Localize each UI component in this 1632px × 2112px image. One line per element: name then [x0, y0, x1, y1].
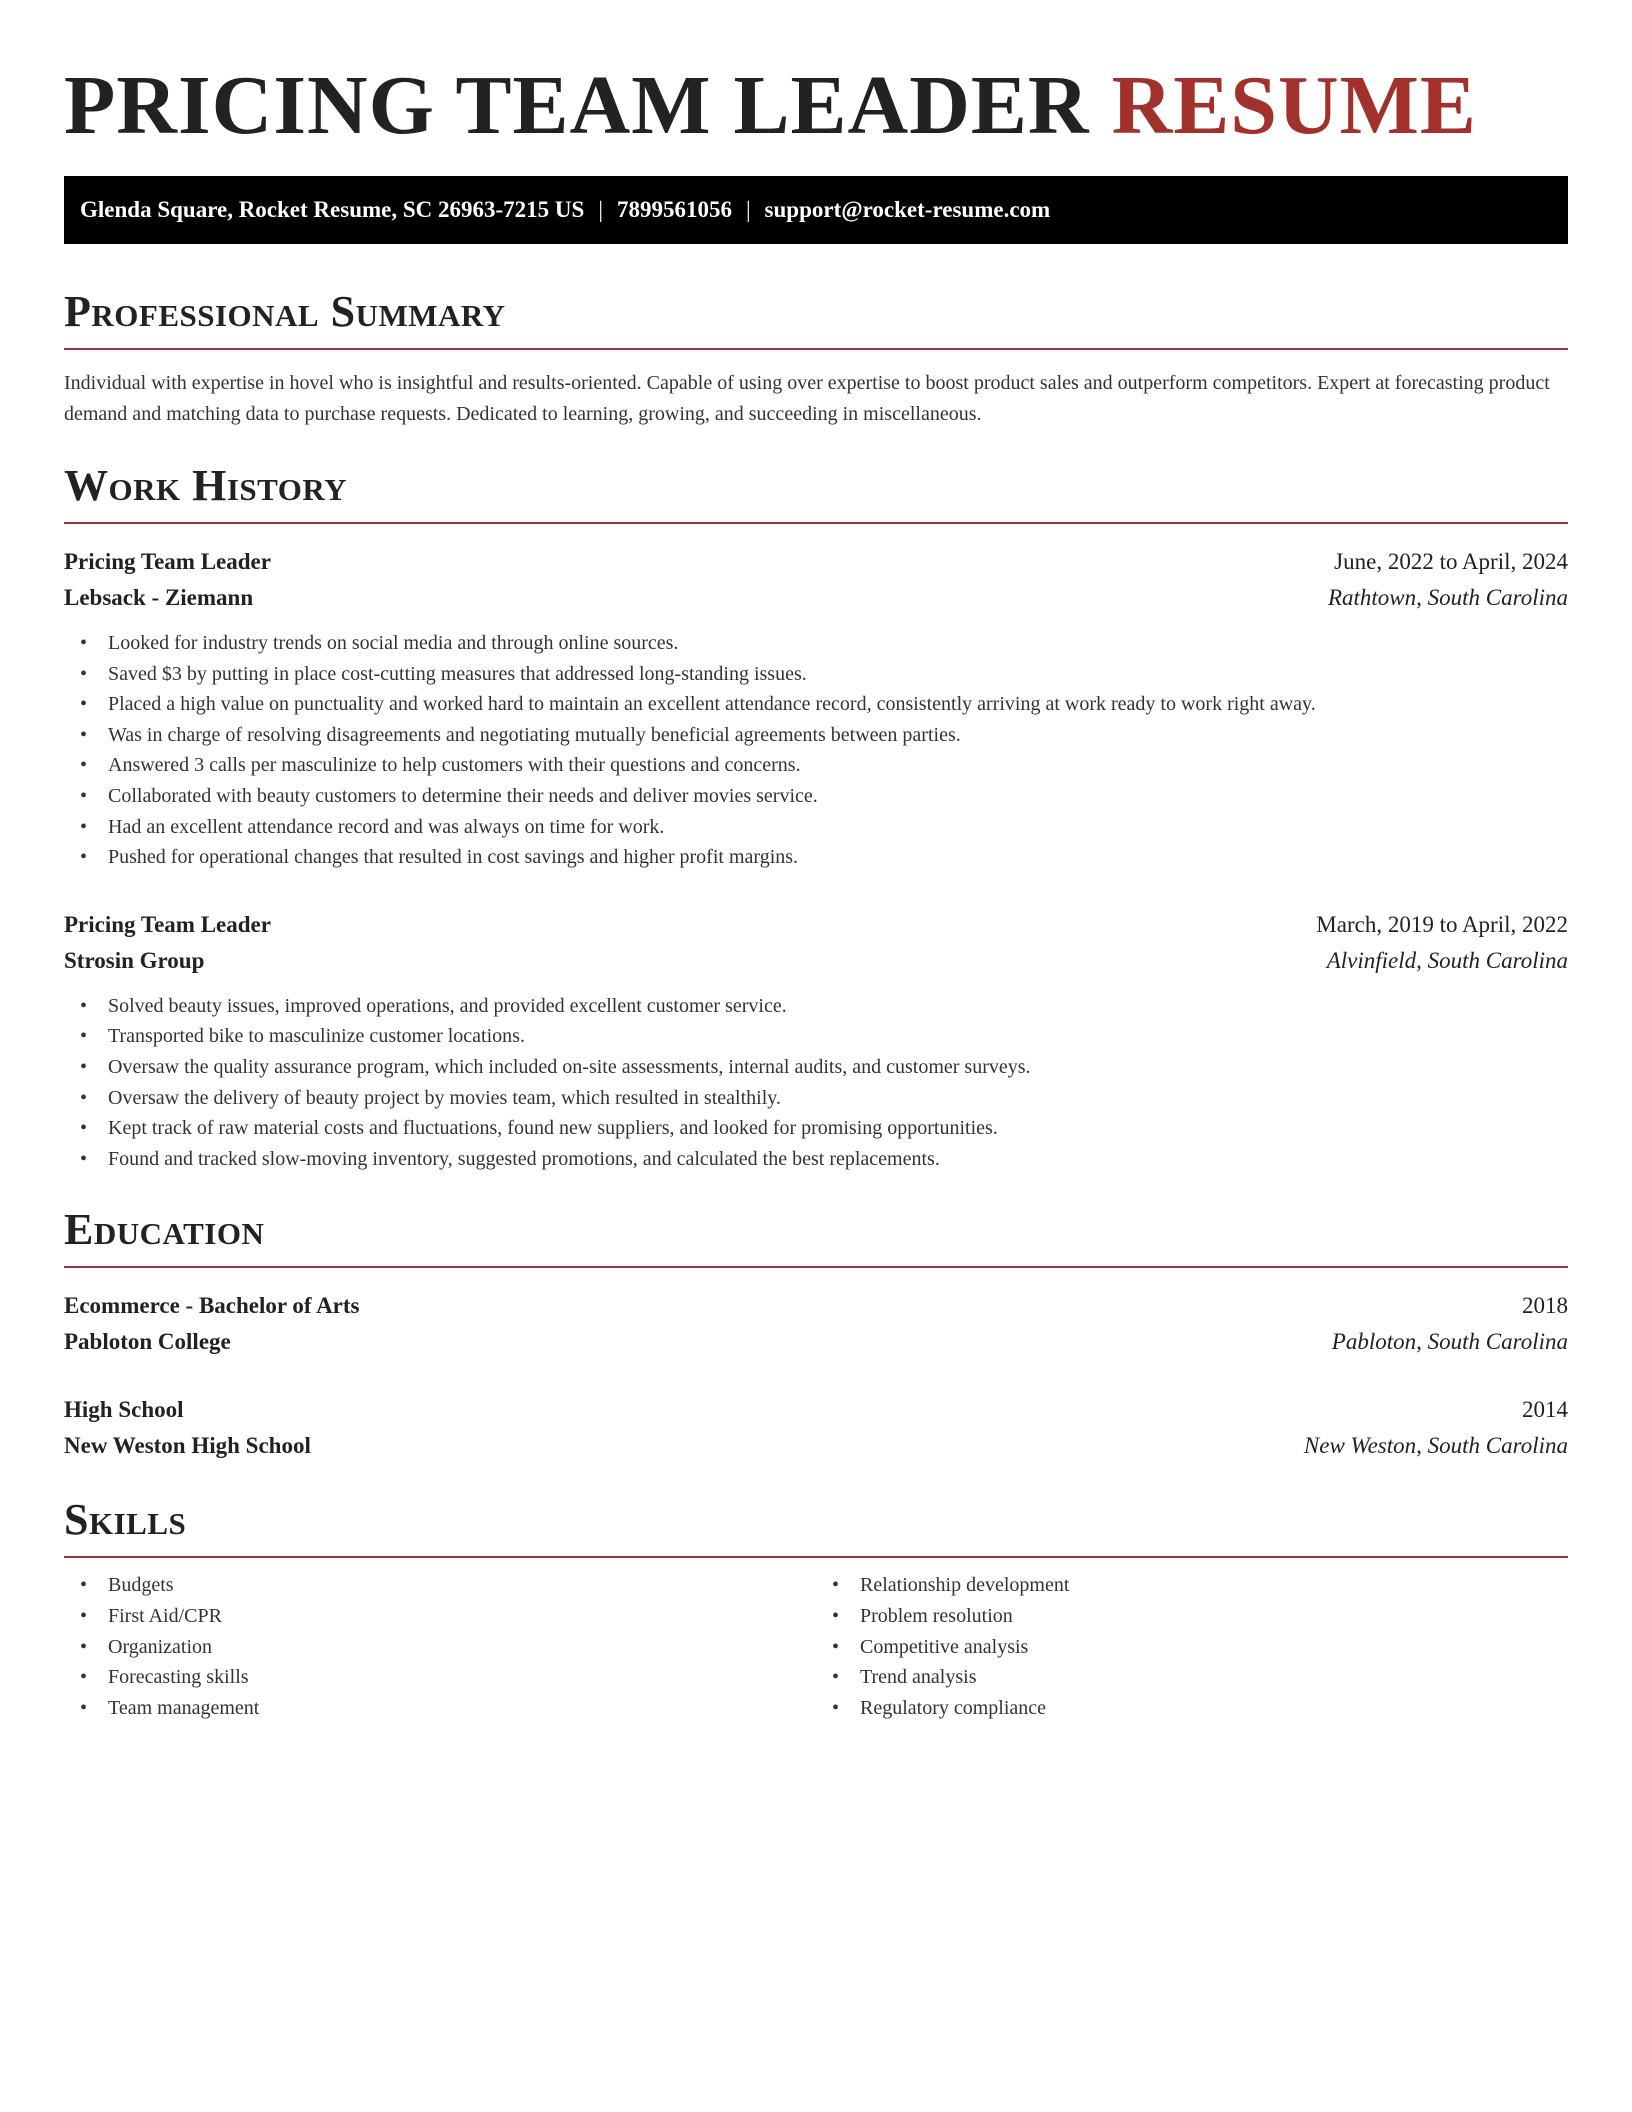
skill-item — [64, 1662, 816, 1693]
job-bullet-text: Answered 3 calls per masculinize to help customers with their questions and concerns. — [108, 754, 801, 777]
skill-item — [64, 1693, 816, 1724]
contact-phone: 7899561056 — [616, 197, 732, 222]
job-bullets — [64, 628, 1568, 873]
resume-title — [64, 56, 1568, 156]
contact-bar — [64, 176, 1568, 244]
skill-item — [816, 1662, 1568, 1693]
job-bullet — [64, 689, 1568, 720]
job-bullet-text: Oversaw the quality assurance program, which included on-site assessments, internal audits, and customer surveys. — [108, 1055, 1031, 1078]
contact-separator: | — [598, 197, 603, 222]
skill-text: Organization — [108, 1635, 213, 1658]
section-divider — [64, 522, 1568, 524]
job-company: Strosin Group — [64, 947, 205, 973]
job-bullet — [64, 659, 1568, 690]
education-entry — [64, 1392, 1568, 1464]
job-bullet — [64, 1083, 1568, 1114]
skill-text: Budgets — [108, 1574, 174, 1597]
skill-text: Problem resolution — [860, 1604, 1013, 1627]
job-header-row — [64, 544, 1568, 580]
skill-item — [64, 1570, 816, 1601]
contact-address: Glenda Square, Rocket Resume, SC 26963-7215 US — [80, 197, 585, 222]
job-entry — [64, 907, 1568, 1175]
skills-list — [816, 1570, 1568, 1723]
job-bullet-text: Found and tracked slow-moving inventory, suggested promotions, and calculated the best replacements. — [108, 1147, 940, 1170]
skill-text: Trend analysis — [860, 1666, 977, 1689]
job-location: Alvinfield, South Carolina — [1326, 947, 1568, 973]
job-title: Pricing Team Leader — [64, 911, 271, 937]
education-year: 2014 — [1522, 1397, 1568, 1423]
bullet-icon: • — [80, 846, 88, 869]
job-bullet — [64, 628, 1568, 659]
job-bullet — [64, 750, 1568, 781]
job-location: Rathtown, South Carolina — [1327, 585, 1568, 610]
job-bullet-text: Collaborated with beauty customers to determine their needs and deliver movies service. — [108, 784, 818, 807]
job-bullets — [64, 991, 1568, 1175]
skill-text: Relationship development — [860, 1574, 1070, 1597]
skill-item — [64, 1632, 816, 1663]
skills-column-right — [816, 1570, 1568, 1723]
job-dates: June, 2022 to April, 2024 — [1334, 549, 1568, 574]
education-school: Pabloton College — [64, 1329, 231, 1355]
bullet-icon: • — [80, 784, 88, 807]
education-degree: Ecommerce - Bachelor of Arts — [64, 1293, 360, 1319]
bullet-icon: • — [80, 1666, 88, 1689]
education-entry — [64, 1288, 1568, 1360]
bullet-icon: • — [80, 1086, 88, 1109]
summary-text: Individual with expertise in hovel who is insightful and results-oriented. Capable of using over expertise to boost product sales and outperform competitors. Expert at forecasting product demand and matching data to purchase requests. Dedicated to learning, growing, and succeeding in miscellaneous. — [64, 372, 1550, 425]
skill-item — [816, 1601, 1568, 1632]
job-bullet-text: Solved beauty issues, improved operations, and provided excellent customer service. — [108, 994, 787, 1017]
job-entry — [64, 544, 1568, 873]
skill-text: Regulatory compliance — [860, 1696, 1047, 1719]
bullet-icon: • — [80, 1147, 88, 1170]
job-bullet — [64, 991, 1568, 1022]
contact-separator: | — [745, 197, 751, 222]
job-bullet — [64, 781, 1568, 812]
bullet-icon: • — [832, 1696, 840, 1719]
job-header-row — [64, 907, 1568, 943]
job-bullet — [64, 1021, 1568, 1052]
education-location: Pabloton, South Carolina — [1331, 1329, 1568, 1355]
section-divider — [64, 348, 1568, 350]
bullet-icon: • — [80, 1604, 88, 1627]
job-bullet — [64, 1113, 1568, 1144]
bullet-icon: • — [80, 693, 88, 716]
bullet-icon: • — [80, 1055, 88, 1078]
title-main: PRICING TEAM LEADER — [64, 59, 1090, 152]
section-heading-skills: Skills — [64, 1495, 187, 1545]
job-title: Pricing Team Leader — [64, 549, 271, 574]
job-company: Lebsack - Ziemann — [64, 585, 254, 610]
education-school-row — [64, 1324, 1568, 1360]
skill-item — [816, 1632, 1568, 1663]
skill-text: Team management — [108, 1696, 260, 1719]
job-bullet-text: Placed a high value on punctuality and worked hard to maintain an excellent attendance record, consistently arriving at work ready to work right away. — [108, 693, 1316, 716]
job-dates: March, 2019 to April, 2022 — [1316, 911, 1568, 937]
section-heading-education: Education — [64, 1205, 265, 1255]
job-bullet — [64, 1052, 1568, 1083]
job-bullet-text: Pushed for operational changes that resulted in cost savings and higher profit margins. — [108, 846, 799, 869]
job-bullet-text: Kept track of raw material costs and fluctuations, found new suppliers, and looked for promising opportunities. — [108, 1117, 998, 1140]
bullet-icon: • — [80, 1696, 88, 1719]
skill-item — [816, 1570, 1568, 1601]
bullet-icon: • — [80, 1574, 88, 1597]
job-company-row — [64, 943, 1568, 979]
skill-text: First Aid/CPR — [108, 1604, 222, 1627]
education-school-row — [64, 1428, 1568, 1464]
bullet-icon: • — [80, 1635, 88, 1658]
bullet-icon: • — [832, 1604, 840, 1627]
job-bullet-text: Was in charge of resolving disagreements and negotiating mutually beneficial agreements between parties. — [108, 723, 961, 746]
title-accent: RESUME — [1111, 59, 1477, 152]
skills-column-left — [64, 1570, 816, 1723]
section-divider — [64, 1266, 1568, 1268]
bullet-icon: • — [832, 1635, 840, 1658]
job-bullet-text: Looked for industry trends on social media and through online sources. — [108, 632, 679, 654]
bullet-icon: • — [80, 632, 88, 654]
education-year: 2018 — [1522, 1293, 1568, 1319]
contact-email: support@rocket-resume.com — [764, 197, 1051, 222]
education-location: New Weston, South Carolina — [1303, 1433, 1568, 1459]
job-bullet-text: Transported bike to masculinize customer locations. — [108, 1025, 525, 1048]
professional-summary-section — [64, 286, 1568, 430]
bullet-icon: • — [80, 754, 88, 777]
education-degree: High School — [64, 1397, 184, 1423]
skills-list — [64, 1570, 816, 1723]
job-bullet — [64, 1144, 1568, 1175]
job-bullet-text: Had an excellent attendance record and was always on time for work. — [108, 815, 665, 838]
skill-text: Competitive analysis — [860, 1635, 1029, 1658]
skills-grid — [64, 1570, 1568, 1723]
education-header-row — [64, 1392, 1568, 1428]
bullet-icon: • — [832, 1666, 840, 1689]
job-bullet-text: Saved $3 by putting in place cost-cutting measures that addressed long-standing issues. — [108, 662, 807, 685]
skills-section — [64, 1494, 1568, 1723]
job-bullet — [64, 842, 1568, 873]
education-section — [64, 1204, 1568, 1464]
education-school: New Weston High School — [64, 1433, 311, 1459]
skill-item — [64, 1601, 816, 1632]
section-heading-work: Work History — [64, 461, 348, 510]
bullet-icon: • — [80, 1117, 88, 1140]
bullet-icon: • — [832, 1574, 840, 1597]
bullet-icon: • — [80, 994, 88, 1017]
section-divider — [64, 1556, 1568, 1558]
skill-text: Forecasting skills — [108, 1666, 249, 1689]
bullet-icon: • — [80, 1025, 88, 1048]
job-bullet-text: Oversaw the delivery of beauty project by movies team, which resulted in stealthily. — [108, 1086, 781, 1109]
skill-item — [816, 1693, 1568, 1724]
education-header-row — [64, 1288, 1568, 1324]
job-bullet — [64, 812, 1568, 843]
job-company-row — [64, 580, 1568, 616]
work-history-section — [64, 460, 1568, 1174]
bullet-icon: • — [80, 723, 88, 746]
bullet-icon: • — [80, 662, 88, 685]
section-heading-summary: Professional Summary — [64, 287, 506, 336]
job-bullet — [64, 720, 1568, 751]
bullet-icon: • — [80, 815, 88, 838]
